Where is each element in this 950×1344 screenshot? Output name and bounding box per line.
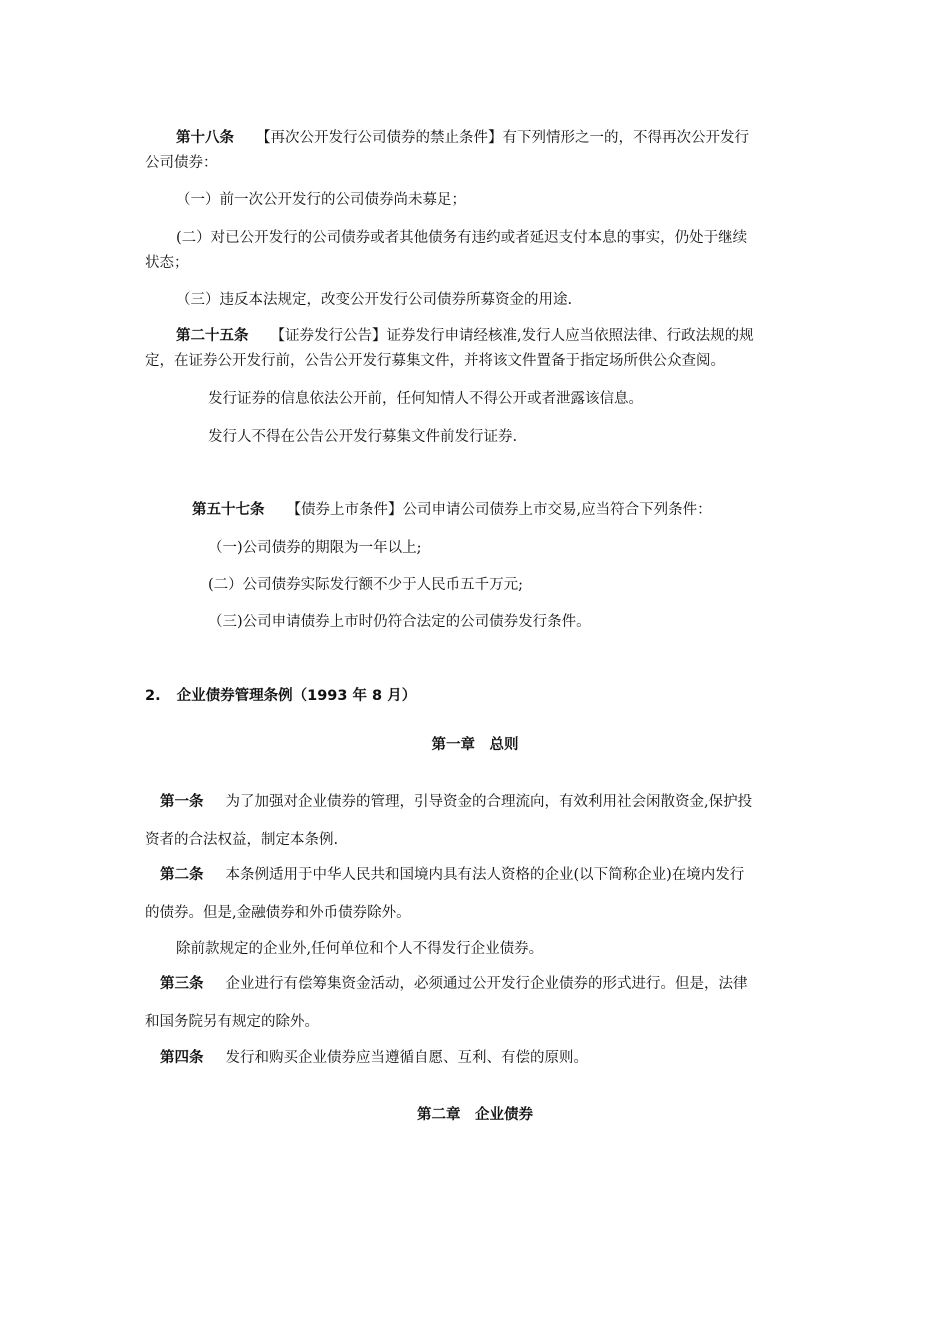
article-text: 公司申请公司债券上市交易,应当符合下列条件： <box>402 502 712 518</box>
section-title: 企业债券管理条例（1993 年 8 月） <box>176 688 417 704</box>
article-number: 第五十七条 <box>192 502 265 518</box>
list-item: （三)公司申请债券上市时仍符合法定的公司债券发行条件。 <box>208 614 591 630</box>
list-item: (二）公司债券实际发行额不少于人民币五千万元; <box>208 577 524 593</box>
list-item: (二）对已公开发行的公司债券或者其他债务有违约或者延迟支付本息的事实，仍处于继续 <box>176 230 748 246</box>
article-18-line2: 公司债券： <box>145 155 218 171</box>
article-2-line1 <box>160 865 744 885</box>
section-heading <box>145 686 416 706</box>
article-number: 第三条 <box>160 976 204 992</box>
article-number: 第二十五条 <box>176 328 249 344</box>
article-25-line1 <box>176 326 754 346</box>
article-text: 发行和购买企业债券应当遵循自愿、互利、有偿的原则。 <box>225 1050 588 1066</box>
list-item: （一)公司债券的期限为一年以上; <box>208 540 422 556</box>
paragraph: 发行证券的信息依法公开前，任何知情人不得公开或者泄露该信息。 <box>208 391 643 407</box>
article-number: 第一条 <box>160 794 204 810</box>
article-text: 本条例适用于中华人民共和国境内具有法人资格的企业(以下简称企业)在境内发行 <box>225 867 745 883</box>
article-4-line1 <box>160 1048 588 1068</box>
article-title: 【证券发行公告】 <box>270 328 387 344</box>
chapter-title: 第一章 总则 <box>431 737 519 753</box>
article-3-line2: 和国务院另有规定的除外。 <box>145 1014 319 1030</box>
article-1-line2: 资者的合法权益，制定本条例. <box>145 832 339 848</box>
article-25-line2: 定，在证券公开发行前，公告公开发行募集文件，并将该文件置备于指定场所供公众查阅。 <box>145 353 725 369</box>
article-text: 证券发行申请经核准,发行人应当依照法律、行政法规的规 <box>386 328 754 344</box>
paragraph: 发行人不得在公告公开发行募集文件前发行证券. <box>208 429 518 445</box>
section-number: 2. <box>145 688 161 704</box>
article-title: 【再次公开发行公司债券的禁止条件】 <box>256 130 503 146</box>
article-number: 第十八条 <box>176 130 234 146</box>
paragraph: 除前款规定的企业外,任何单位和个人不得发行企业债券。 <box>176 941 544 957</box>
list-item-continuation: 状态； <box>145 255 189 271</box>
article-18-line1 <box>176 128 749 148</box>
article-1-line1 <box>160 792 752 812</box>
article-text: 企业进行有偿筹集资金活动，必须通过公开发行企业债券的形式进行。但是，法律 <box>225 976 748 992</box>
article-title: 【债券上市条件】 <box>286 502 403 518</box>
list-item: （一）前一次公开发行的公司债券尚未募足； <box>176 192 466 208</box>
list-item: （三）违反本法规定，改变公开发行公司债券所募资金的用途. <box>176 292 573 308</box>
article-text: 有下列情形之一的，不得再次公开发行 <box>502 130 749 146</box>
article-2-line2: 的债券。但是,金融债券和外币债券除外。 <box>145 905 411 921</box>
article-57-line1 <box>192 500 712 520</box>
chapter-title: 第二章 企业债券 <box>417 1107 533 1123</box>
article-text: 为了加强对企业债券的管理，引导资金的合理流向，有效利用社会闲散资金,保护投 <box>225 794 753 810</box>
article-number: 第二条 <box>160 867 204 883</box>
article-3-line1 <box>160 974 748 994</box>
article-number: 第四条 <box>160 1050 204 1066</box>
